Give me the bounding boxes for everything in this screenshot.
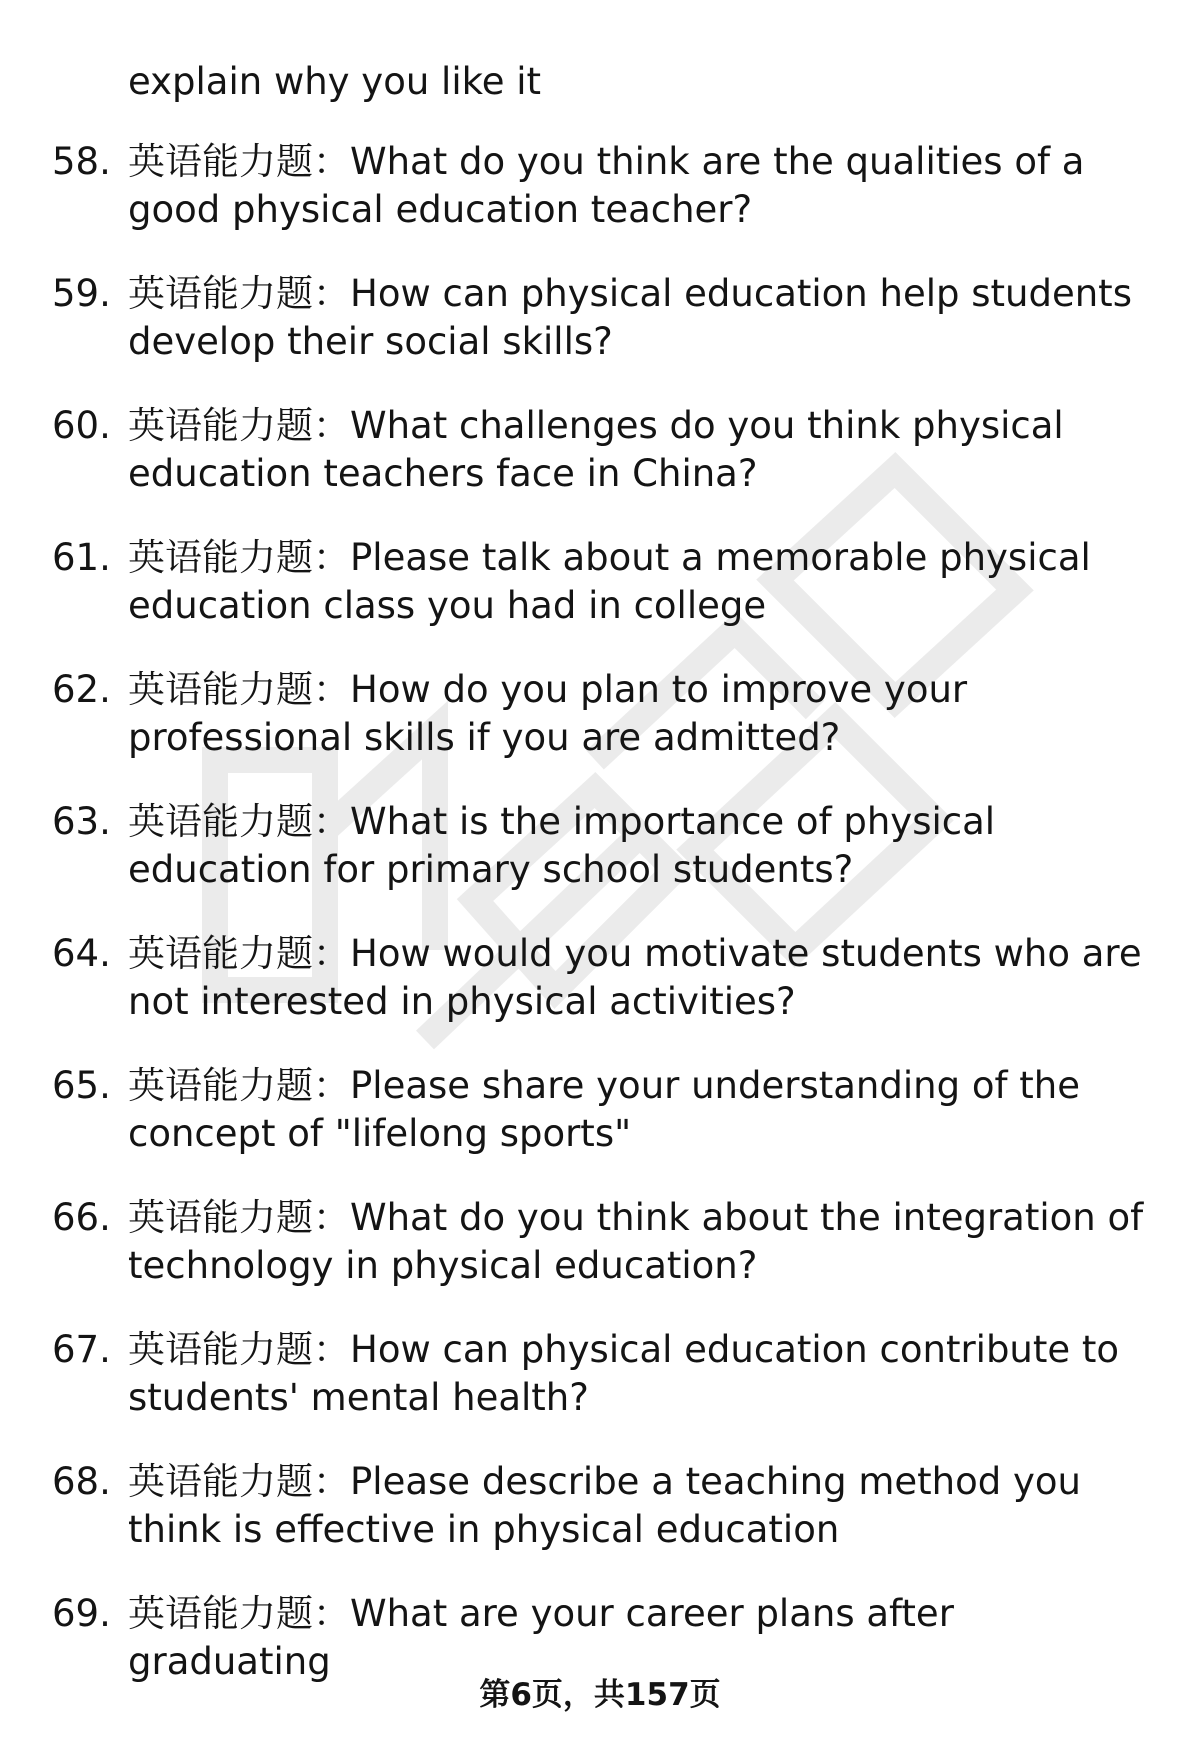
question-category-label: 英语能力题： — [128, 1064, 350, 1107]
question-text: Please share your understanding of the concept of "lifelong sports" — [128, 1064, 1080, 1155]
question-category-label: 英语能力题： — [128, 800, 350, 843]
question-item — [0, 270, 1200, 402]
question-text: How can physical education contribute to students' mental health? — [128, 1328, 1120, 1419]
question-body — [128, 1326, 1168, 1422]
question-item — [0, 1326, 1200, 1458]
question-body — [128, 1062, 1168, 1158]
question-category-label: 英语能力题： — [128, 1328, 350, 1371]
question-category-label: 英语能力题： — [128, 668, 350, 711]
question-category-label: 英语能力题： — [128, 404, 350, 447]
question-body — [128, 402, 1168, 498]
question-text: What do you think are the qualities of a good physical education teacher? — [128, 140, 1085, 231]
question-item — [0, 1062, 1200, 1194]
question-number: 69. — [52, 1592, 111, 1635]
question-body — [128, 270, 1168, 366]
question-item — [0, 666, 1200, 798]
question-number: 60. — [52, 404, 111, 447]
question-number: 64. — [52, 932, 111, 975]
question-category-label: 英语能力题： — [128, 1592, 350, 1635]
question-body — [128, 534, 1168, 630]
question-item — [0, 534, 1200, 666]
question-text: What challenges do you think physical education teachers face in China? — [128, 404, 1064, 495]
question-body — [128, 138, 1168, 234]
question-text: What is the importance of physical education for primary school students? — [128, 800, 996, 891]
question-item — [0, 1458, 1200, 1590]
question-text: How would you motivate students who are not interested in physical activities? — [128, 932, 1142, 1023]
question-number: 63. — [52, 800, 111, 843]
question-number: 62. — [52, 668, 111, 711]
question-body — [128, 1458, 1168, 1554]
question-text: How can physical education help students develop their social skills? — [128, 272, 1132, 363]
question-text: How do you plan to improve your professional skills if you are admitted? — [128, 668, 968, 759]
question-item — [0, 402, 1200, 534]
question-category-label: 英语能力题： — [128, 1196, 350, 1239]
question-category-label: 英语能力题： — [128, 272, 350, 315]
continued-question-text: explain why you like it — [128, 60, 542, 103]
question-number: 67. — [52, 1328, 111, 1371]
question-category-label: 英语能力题： — [128, 140, 350, 183]
question-item — [0, 930, 1200, 1062]
question-number: 58. — [52, 140, 111, 183]
question-item — [0, 1194, 1200, 1326]
question-body — [128, 1590, 1168, 1686]
question-number: 68. — [52, 1460, 111, 1503]
question-item — [0, 798, 1200, 930]
question-body — [128, 930, 1168, 1026]
page-number-footer: 第6页，共157页 — [479, 1677, 721, 1713]
question-item — [0, 138, 1200, 270]
question-number: 61. — [52, 536, 111, 579]
question-body — [128, 1194, 1168, 1290]
question-body — [128, 666, 1168, 762]
question-text: What are your career plans after graduating — [128, 1592, 954, 1683]
question-list — [0, 138, 1200, 1722]
question-category-label: 英语能力题： — [128, 1460, 350, 1503]
question-text: What do you think about the integration of technology in physical education? — [128, 1196, 1144, 1287]
question-number: 65. — [52, 1064, 111, 1107]
question-body — [128, 798, 1168, 894]
question-number: 59. — [52, 272, 111, 315]
question-category-label: 英语能力题： — [128, 536, 350, 579]
question-text: Please describe a teaching method you think is effective in physical education — [128, 1460, 1081, 1551]
question-number: 66. — [52, 1196, 111, 1239]
question-category-label: 英语能力题： — [128, 932, 350, 975]
question-text: Please talk about a memorable physical education class you had in college — [128, 536, 1091, 627]
